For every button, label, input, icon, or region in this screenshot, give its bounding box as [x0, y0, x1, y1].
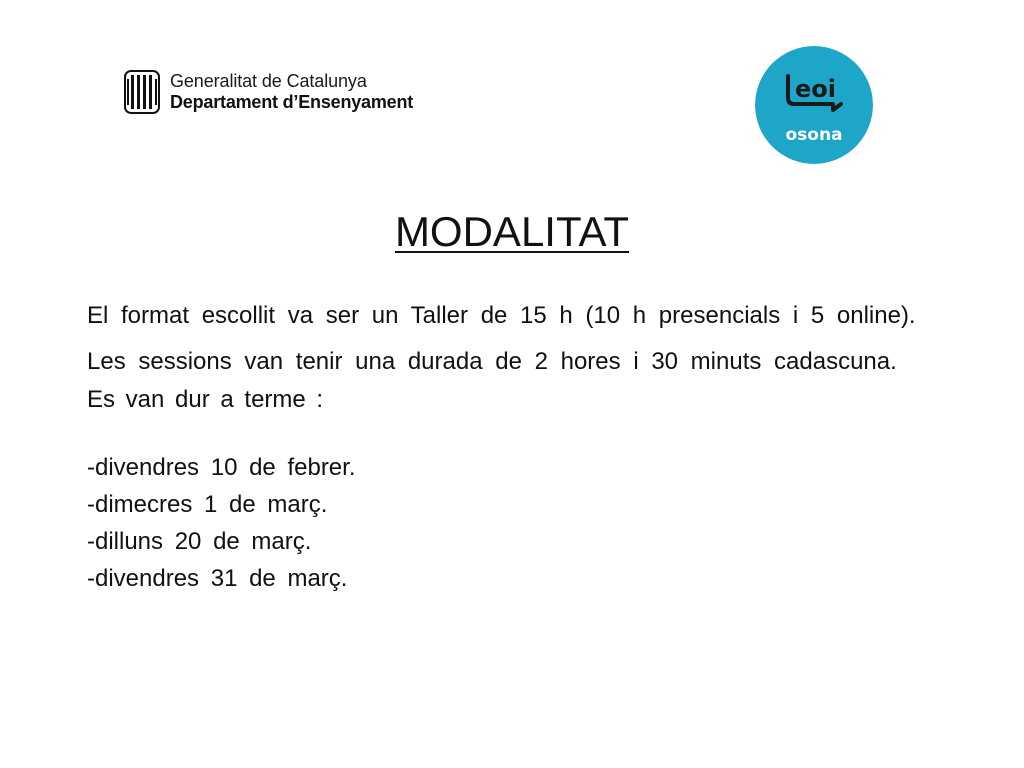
slide-body — [87, 301, 939, 601]
org-name: Generalitat de Catalunya — [170, 71, 367, 91]
schedule-intro: Es van dur a terme : — [87, 386, 324, 413]
list-item: -dilluns 20 de març. — [87, 528, 312, 555]
list-item: -dimecres 1 de març. — [87, 491, 328, 518]
generalitat-logo — [124, 69, 413, 115]
list-item: -divendres 31 de març. — [87, 565, 348, 592]
slide-title-text: MODALITAT — [394, 208, 630, 255]
eoi-logo-graphic — [755, 46, 873, 164]
session-dates-list — [87, 453, 939, 594]
osona-logo-text: osona — [785, 125, 843, 145]
eoi-logo-text: eoi — [795, 75, 836, 103]
eoi-osona-logo — [755, 46, 873, 164]
slide-title — [0, 206, 1024, 258]
department-name: Departament d’Ensenyament — [170, 92, 414, 112]
generalitat-emblem-icon — [124, 70, 160, 114]
list-item: -divendres 10 de febrer. — [87, 454, 356, 481]
sessions-paragraph: Les sessions van tenir una durada de 2 hores i 30 minuts cadascuna. — [87, 348, 897, 375]
format-paragraph: El format escollit va ser un Taller de 15 h (10 h presencials i 5 online). — [87, 302, 916, 329]
